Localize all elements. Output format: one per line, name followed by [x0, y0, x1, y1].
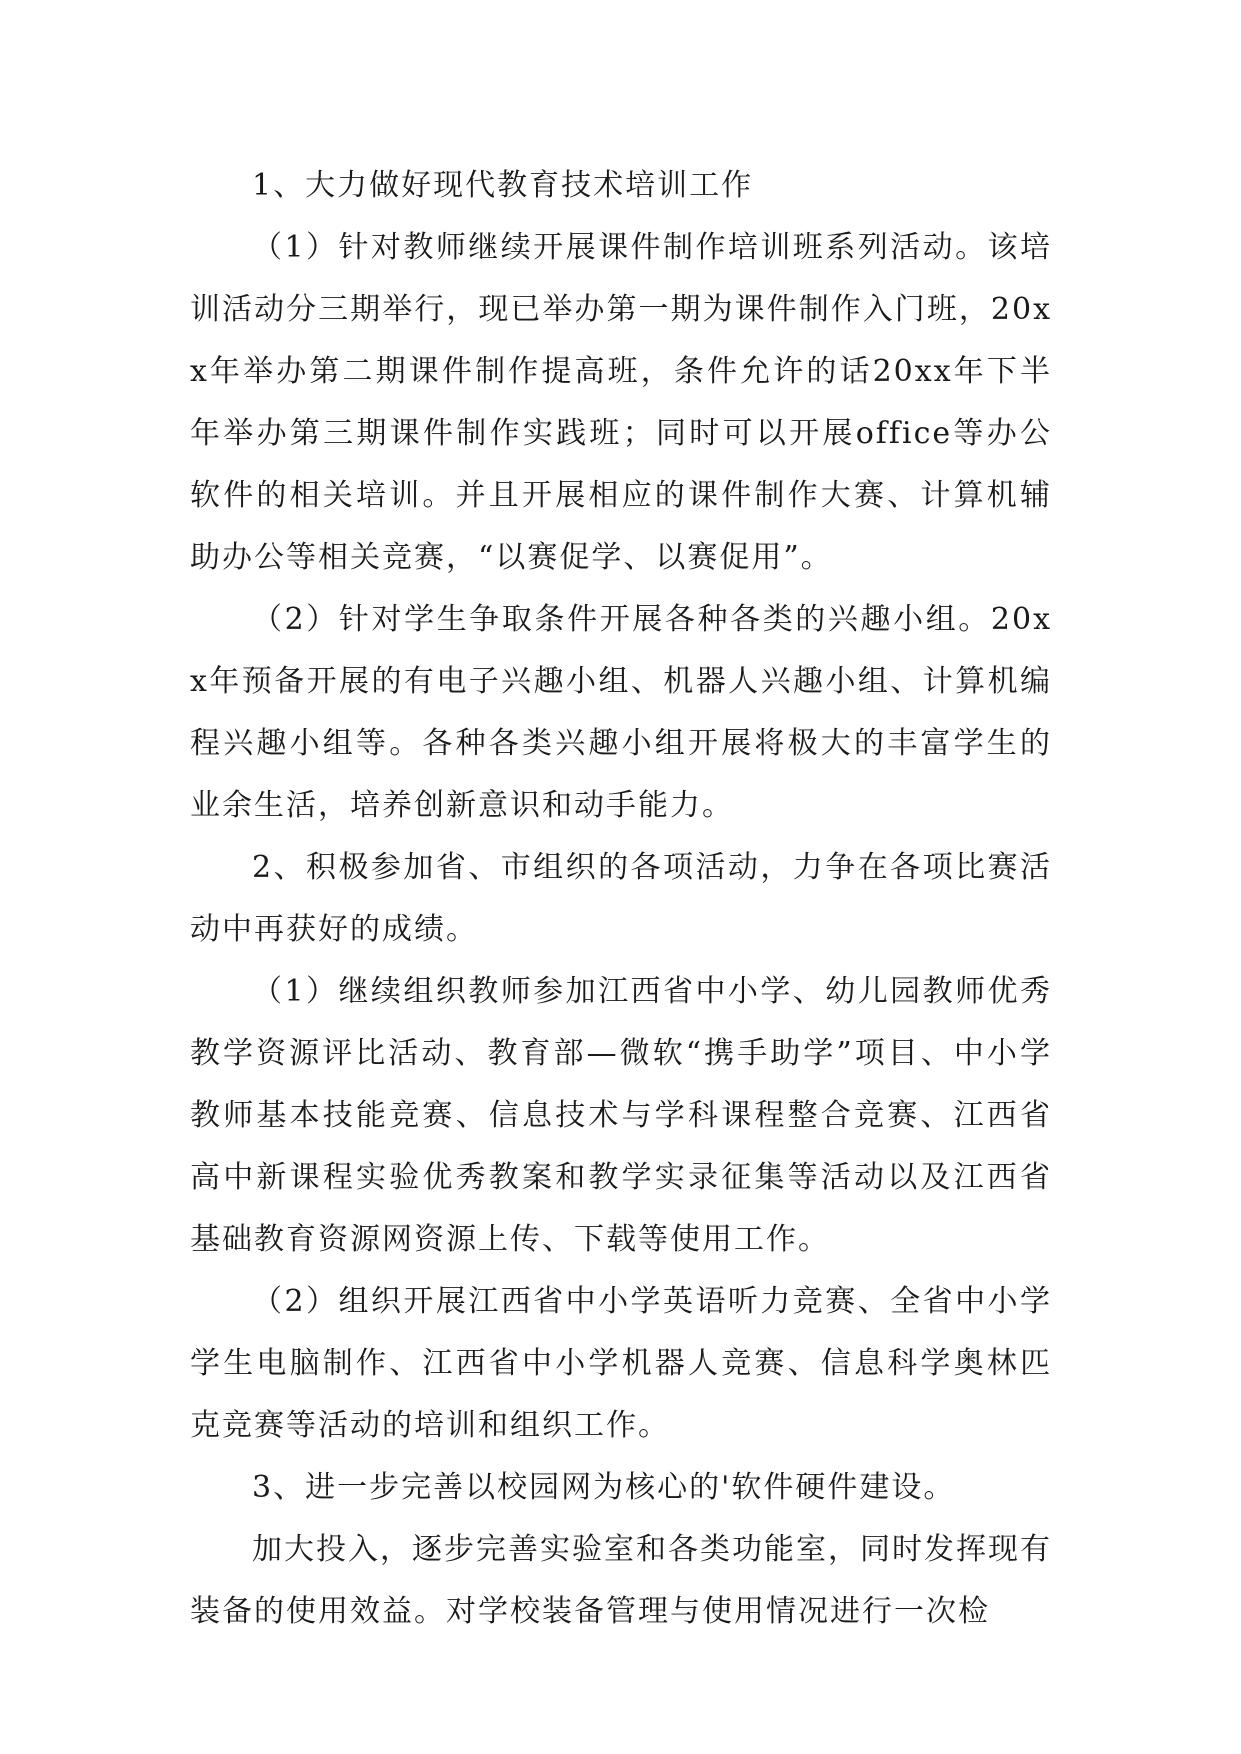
document-body — [190, 155, 1052, 1643]
paragraph-teacher-competitions: （1）继续组织教师参加江西省中小学、幼儿园教师优秀教学资源评比活动、教育部—微软“携手助学”项目、中小学教师基本技能竞赛、信息技术与学科课程整合竞赛、江西省高中新课程实验优秀教案和教学实录征集等活动以及江西省基础教育资源网资源上传、下载等使用工作。 — [190, 974, 1052, 1257]
paragraph-student-competitions: （2）组织开展江西省中小学英语听力竞赛、全省中小学学生电脑制作、江西省中小学机器人竞赛、信息科学奥林匹克竞赛等活动的培训和组织工作。 — [190, 1284, 1052, 1443]
paragraph-investment: 加大投入，逐步完善实验室和各类功能室，同时发挥现有装备的使用效益。对学校装备管理与使用情况进行一次检 — [190, 1532, 1052, 1629]
paragraph-student-interest-groups: （2）针对学生争取条件开展各种各类的兴趣小组。20xx年预备开展的有电子兴趣小组、机器人兴趣小组、计算机编程兴趣小组等。各种各类兴趣小组开展将极大的丰富学生的业余生活，培养创新意识和动手能力。 — [190, 602, 1052, 823]
paragraph-teacher-courseware: （1）针对教师继续开展课件制作培训班系列活动。该培训活动分三期举行，现已举办第一期为课件制作入门班，20xx年举办第二期课件制作提高班，条件允许的话20xx年下半年举办第三期课件制作实践班；同时可以开展office等办公软件的相关培训。并且开展相应的课件制作大赛、计算机辅助办公等相关竞赛，“以赛促学、以赛促用”。 — [190, 230, 1052, 575]
heading-3-campus-network: 3、进一步完善以校园网为核心的'软件硬件建设。 — [252, 1470, 956, 1505]
heading-2-activities: 2、积极参加省、市组织的各项活动，力争在各项比赛活动中再获好的成绩。 — [190, 850, 1052, 947]
heading-1-training: 1、大力做好现代教育技术培训工作 — [252, 168, 754, 203]
